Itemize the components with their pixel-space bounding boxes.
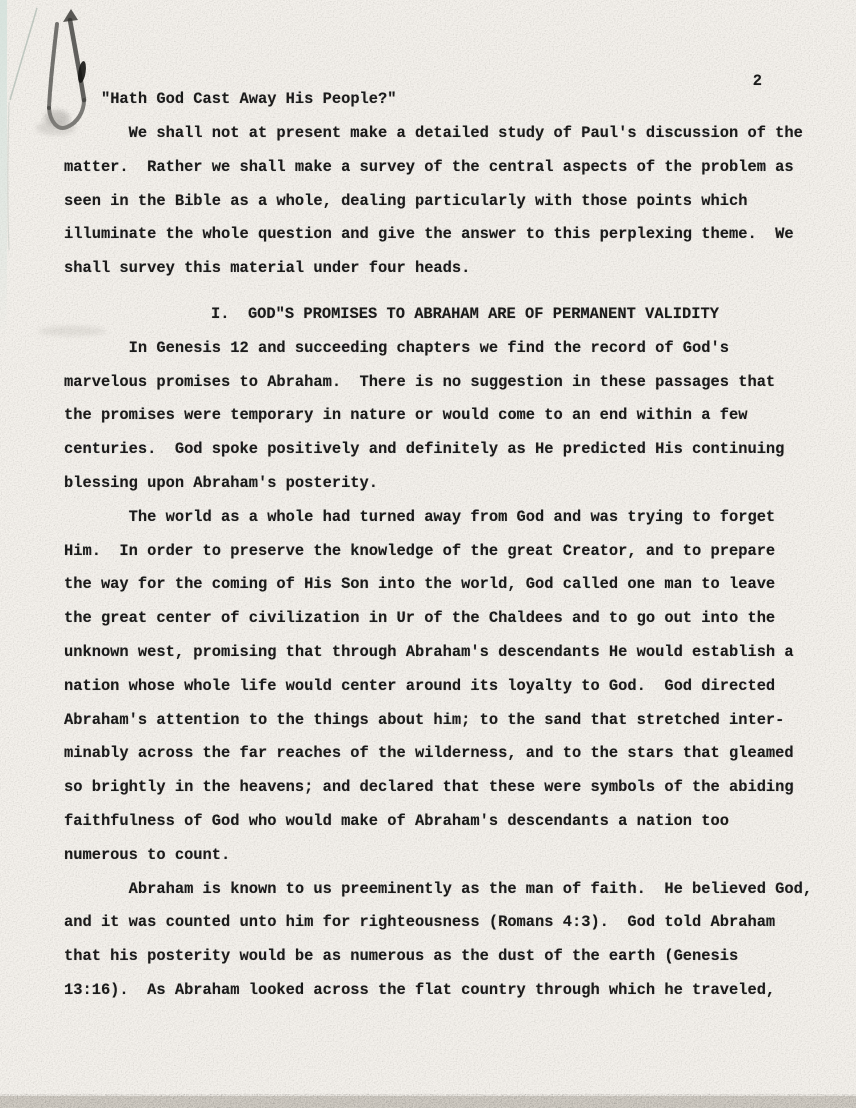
text-line: centuries. God spoke positively and definitely as He predicted His continuing xyxy=(64,440,785,459)
text-line: the great center of civilization in Ur of the Chaldees and to go out into the xyxy=(64,609,776,628)
page-corner-line xyxy=(10,8,37,100)
bottom-scan-band-noise xyxy=(0,1094,856,1108)
document-body xyxy=(64,117,813,1008)
page-header xyxy=(64,72,764,108)
text-line: Him. In order to preserve the knowledge of the great Creator, and to prepare xyxy=(64,541,776,560)
text-line: the way for the coming of His Son into the world, God called one man to leave xyxy=(64,575,776,594)
text-line: In Genesis 12 and succeeding chapters we find the record of God's xyxy=(64,338,729,357)
text-line: the promises were temporary in nature or would come to an end within a few xyxy=(64,406,748,425)
text-line: We shall not at present make a detailed study of Paul's discussion of the xyxy=(64,124,803,142)
text-line: The world as a whole had turned away from God and was trying to forget xyxy=(64,507,776,526)
text-line: seen in the Bible as a whole, dealing particularly with those points which xyxy=(64,191,748,210)
paragraph xyxy=(64,117,808,286)
paragraph xyxy=(64,332,808,501)
text-line: faithfulness of God who would make of Abraham's descendants a nation too xyxy=(64,811,729,830)
section-heading: I. GOD"S PROMISES TO ABRAHAM ARE OF PERMANENT VALIDITY xyxy=(211,304,719,323)
text-line: unknown west, promising that through Abraham's descendants He would establish a xyxy=(64,642,794,661)
text-line: minably across the far reaches of the wilderness, and to the stars that gleamed xyxy=(64,744,794,763)
text-line: marvelous promises to Abraham. There is no suggestion in these passages that xyxy=(64,372,776,391)
text-line: Abraham's attention to the things about him; to the sand that stretched inter- xyxy=(64,710,785,729)
text-line: matter. Rather we shall make a survey of the central aspects of the problem as xyxy=(64,157,794,176)
paragraph xyxy=(64,873,813,1008)
text-line: 13:16). As Abraham looked across the flat country through which he traveled, xyxy=(64,980,776,999)
page-edge-line xyxy=(8,102,9,250)
text-line: illuminate the whole question and give the answer to this perplexing theme. We xyxy=(64,225,794,244)
document-title: "Hath God Cast Away His People?" xyxy=(100,90,397,108)
page-number: 2 xyxy=(752,72,762,90)
paragraph xyxy=(64,501,808,873)
text-line: so brightly in the heavens; and declared that these were symbols of the abiding xyxy=(64,778,794,797)
pencil-arrow-tip xyxy=(63,9,78,22)
text-line: that his posterity would be as numerous as the dust of the earth (Genesis xyxy=(64,947,739,966)
text-line: Abraham is known to us preeminently as the man of faith. He believed God, xyxy=(64,879,813,898)
left-edge-tint xyxy=(0,0,7,340)
text-line: and it was counted unto him for righteousness (Romans 4:3). God told Abraham xyxy=(64,913,776,932)
text-line: numerous to count. xyxy=(64,845,231,864)
text-line: shall survey this material under four heads. xyxy=(64,259,471,278)
text-line: blessing upon Abraham's posterity. xyxy=(64,473,379,492)
text-line: nation whose whole life would center around its loyalty to God. God directed xyxy=(64,676,776,695)
bottom-scan-band xyxy=(0,1096,856,1108)
